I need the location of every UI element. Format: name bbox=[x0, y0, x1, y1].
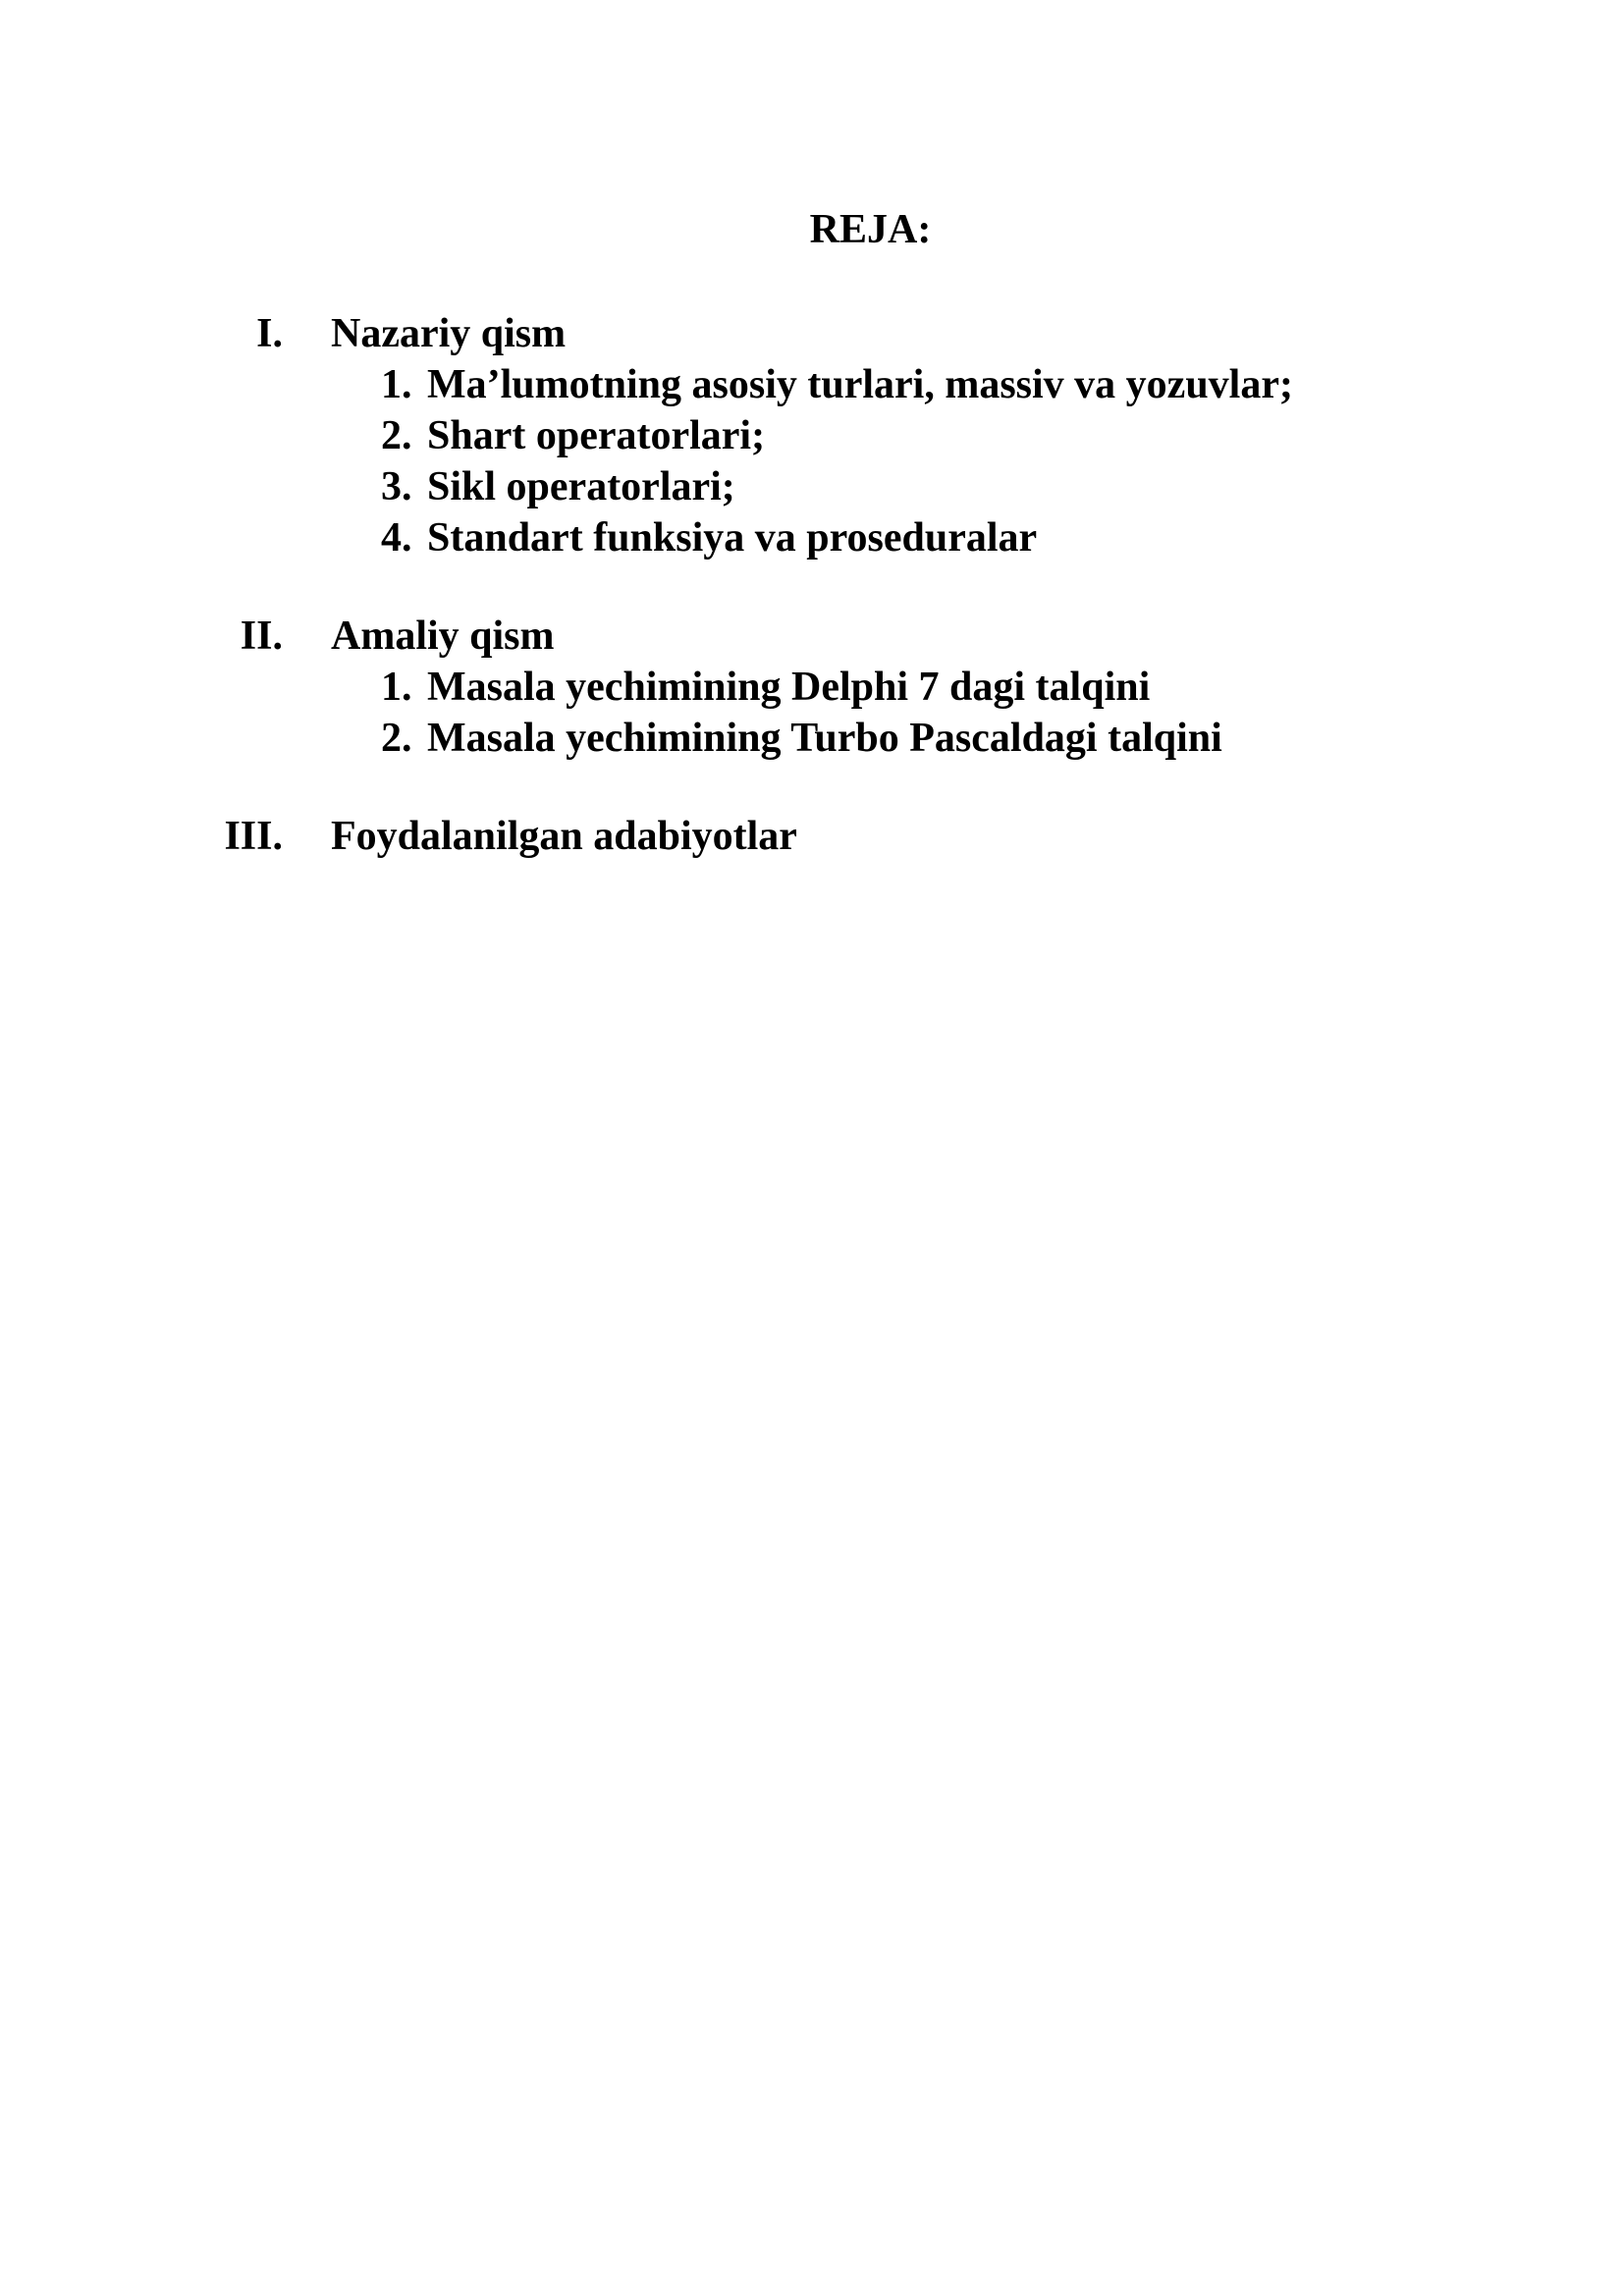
list-item bbox=[0, 512, 1623, 563]
page-title: REJA: bbox=[809, 207, 932, 252]
section-heading bbox=[0, 308, 1623, 359]
list-item-text: Shart operatorlari; bbox=[427, 413, 766, 458]
section-adabiyotlar bbox=[0, 811, 1623, 862]
list-item-text: Masala yechimining Delphi 7 dagi talqini bbox=[427, 665, 1151, 710]
section-title: Foydalanilgan adabiyotlar bbox=[331, 814, 797, 859]
subsection-list bbox=[0, 662, 1623, 764]
section-numeral: II. bbox=[240, 614, 283, 659]
section-numeral: III. bbox=[224, 814, 283, 859]
list-item-text: Standart funksiya va proseduralar bbox=[427, 515, 1038, 561]
section-amaliy bbox=[0, 611, 1623, 764]
list-item-number: 3. bbox=[381, 464, 412, 509]
list-item bbox=[0, 359, 1623, 410]
list-item-text: Sikl operatorlari; bbox=[427, 464, 735, 509]
list-item-number: 2. bbox=[381, 716, 412, 761]
list-item bbox=[0, 713, 1623, 764]
list-item-text: Masala yechimining Turbo Pascaldagi talqini bbox=[427, 716, 1222, 761]
list-item bbox=[0, 410, 1623, 461]
section-numeral: I. bbox=[256, 311, 283, 356]
list-item-number: 2. bbox=[381, 413, 412, 458]
section-heading bbox=[0, 611, 1623, 662]
list-item-number: 4. bbox=[381, 515, 412, 561]
section-title: Amaliy qism bbox=[331, 614, 555, 659]
list-item bbox=[0, 461, 1623, 512]
list-item-number: 1. bbox=[381, 362, 412, 407]
list-item bbox=[0, 662, 1623, 713]
section-heading bbox=[0, 811, 1623, 862]
section-nazariy bbox=[0, 308, 1623, 563]
list-item-number: 1. bbox=[381, 665, 412, 710]
list-item-text: Ma’lumotning asosiy turlari, massiv va yozuvlar; bbox=[427, 362, 1293, 407]
section-title: Nazariy qism bbox=[331, 311, 567, 356]
subsection-list bbox=[0, 359, 1623, 563]
